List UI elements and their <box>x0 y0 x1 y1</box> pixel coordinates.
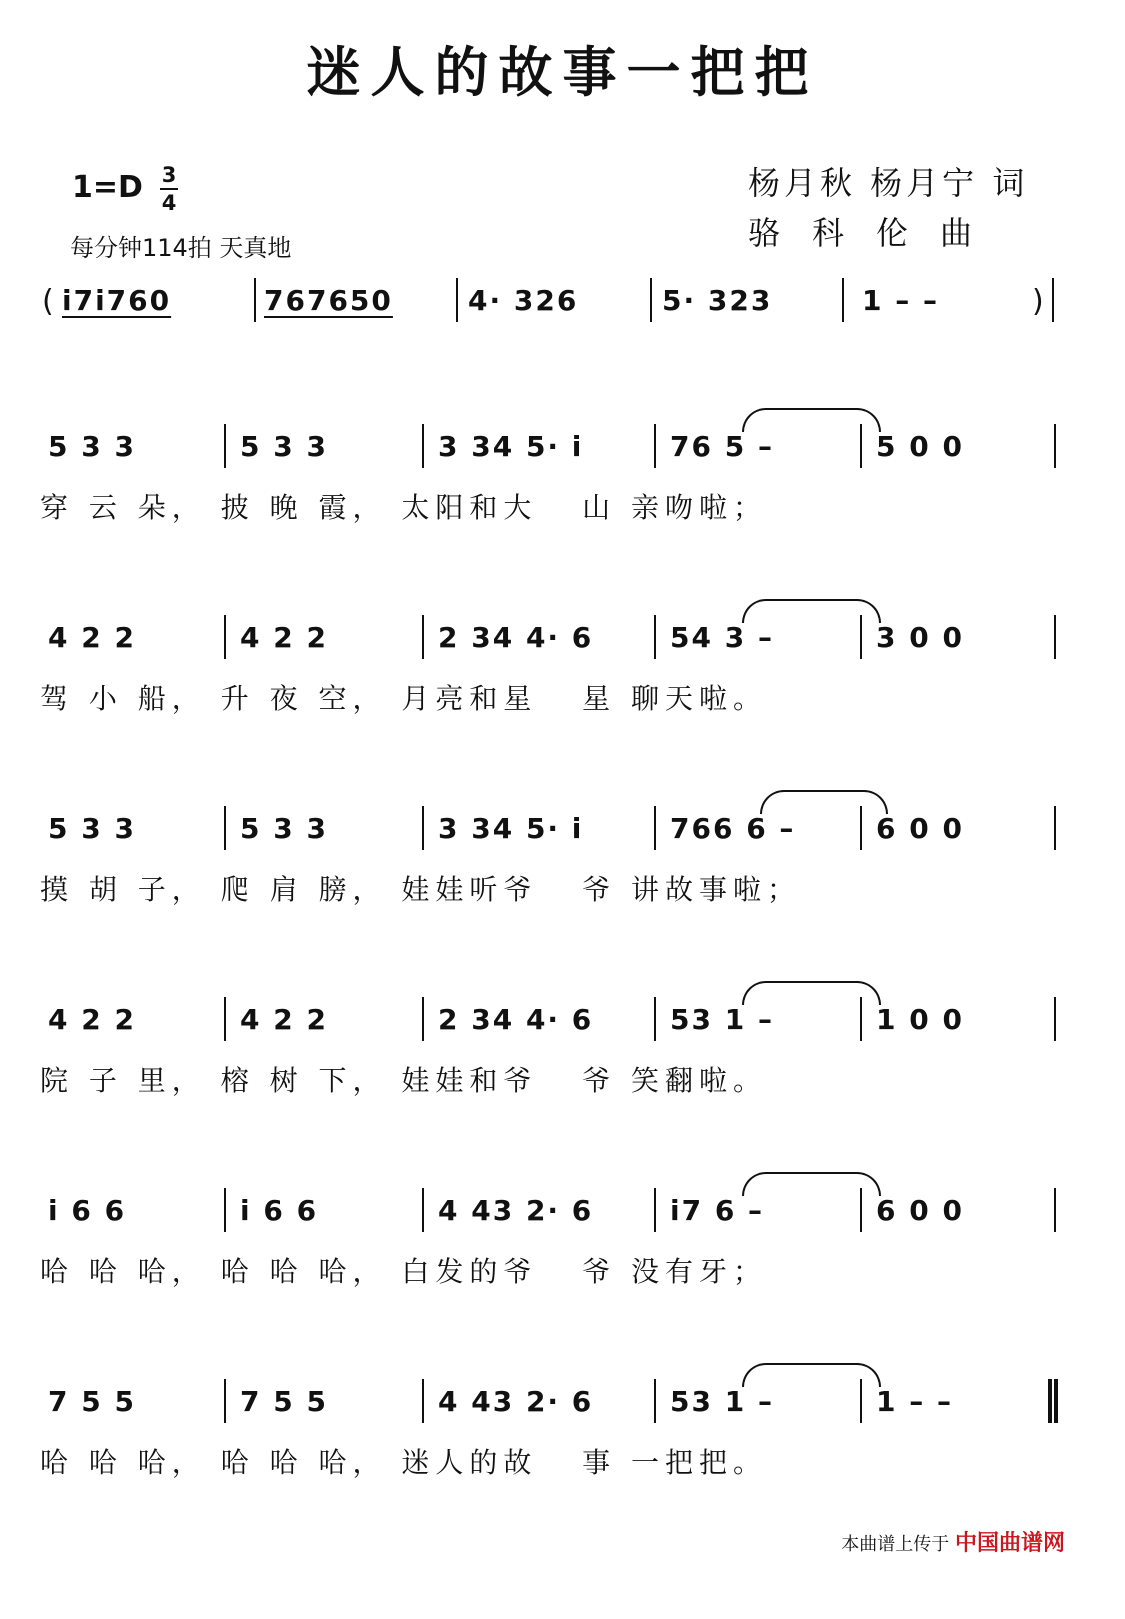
barline <box>654 1379 656 1423</box>
measure: 5 0 0 <box>876 430 964 463</box>
barline <box>654 997 656 1041</box>
footer-text: 本曲谱上传于 <box>841 1534 950 1555</box>
tie <box>760 790 888 814</box>
measure: 2 34 4· 6 <box>438 621 594 654</box>
intro-measure: 1 – – <box>862 284 939 317</box>
intro-measure: 767650 <box>264 284 393 317</box>
measure: 5 3 3 <box>240 812 328 845</box>
measure: i7 6 – <box>670 1194 765 1227</box>
site-logo: 中国曲谱网 <box>954 1531 1065 1556</box>
lyric-line: 驾 小 船， 升 夜 空， 月亮和星 星 聊天啦。 <box>40 682 768 715</box>
barline <box>224 1379 226 1423</box>
measure: i 6 6 <box>240 1194 319 1227</box>
tie <box>742 599 881 623</box>
measure: 1 – – <box>876 1385 953 1418</box>
music-line <box>42 1194 1082 1254</box>
measure: 2 34 4· 6 <box>438 1003 594 1036</box>
barline <box>1054 1188 1056 1232</box>
composer-credit: 骆科伦曲 <box>748 214 1005 252</box>
tie <box>742 1363 881 1387</box>
measure: 4 2 2 <box>240 1003 328 1036</box>
tie <box>742 981 881 1005</box>
measure: 3 34 5· i <box>438 812 584 845</box>
key-signature: 1=D <box>72 170 143 205</box>
music-line <box>42 1385 1082 1445</box>
music-line <box>42 1003 1082 1063</box>
meter-bottom: 4 <box>161 191 177 215</box>
barline <box>224 1188 226 1232</box>
barline <box>1054 424 1056 468</box>
barline <box>654 424 656 468</box>
music-line <box>42 812 1082 872</box>
tie <box>742 408 881 432</box>
score-title: 迷人的故事一把把 <box>306 40 819 104</box>
music-line <box>42 621 1082 681</box>
barline <box>1054 1379 1058 1423</box>
barline <box>1054 615 1056 659</box>
measure: 4 2 2 <box>48 1003 136 1036</box>
measure: 53 1 – <box>670 1003 774 1036</box>
barline <box>224 615 226 659</box>
barline <box>1054 806 1056 850</box>
measure: i 6 6 <box>48 1194 127 1227</box>
lyric-line: 哈 哈 哈， 哈 哈 哈， 迷人的故 事 一把把。 <box>40 1446 768 1479</box>
measure: 7 5 5 <box>240 1385 328 1418</box>
intro-measure: i7i760 <box>62 284 172 317</box>
barline <box>422 806 424 850</box>
barline <box>654 615 656 659</box>
barline <box>654 806 656 850</box>
barline <box>422 1379 424 1423</box>
measure: 1 0 0 <box>876 1003 964 1036</box>
measure: 54 3 – <box>670 621 774 654</box>
measure: 76 5 – <box>670 430 774 463</box>
barline <box>224 806 226 850</box>
measure: 5 3 3 <box>48 812 136 845</box>
lyric-line: 摸 胡 子， 爬 肩 膀， 娃娃听爷 爷 讲故事啦； <box>40 873 802 906</box>
measure: 53 1 – <box>670 1385 774 1418</box>
intro-measure: 5· 323 <box>662 284 773 317</box>
measure: 5 3 3 <box>48 430 136 463</box>
measure: 3 34 5· i <box>438 430 584 463</box>
time-signature <box>158 162 180 216</box>
barline <box>422 1188 424 1232</box>
intro-line: ( i7i760 767650 4· 326 5· 323 1 – – ) <box>42 284 1082 330</box>
measure: 766 6 – <box>670 812 796 845</box>
measure: 4 2 2 <box>240 621 328 654</box>
barline <box>1054 997 1056 1041</box>
lyric-line: 院 子 里， 榕 树 下， 娃娃和爷 爷 笑翻啦。 <box>40 1064 768 1097</box>
measure: 4 2 2 <box>48 621 136 654</box>
measure: 4 43 2· 6 <box>438 1194 594 1227</box>
measure: 6 0 0 <box>876 812 964 845</box>
barline <box>224 424 226 468</box>
barline <box>422 997 424 1041</box>
measure: 6 0 0 <box>876 1194 964 1227</box>
barline <box>654 1188 656 1232</box>
lyricist-credit: 杨月秋 杨月宁 词 <box>748 164 1029 202</box>
barline <box>224 997 226 1041</box>
measure: 4 43 2· 6 <box>438 1385 594 1418</box>
meter-top: 3 <box>161 163 177 187</box>
lyric-line: 哈 哈 哈， 哈 哈 哈， 白发的爷 爷 没有牙； <box>40 1255 768 1288</box>
barline <box>422 424 424 468</box>
measure: 7 5 5 <box>48 1385 136 1418</box>
barline <box>422 615 424 659</box>
tempo-marking: 每分钟114拍 天真地 <box>70 234 292 262</box>
source-footer <box>841 1526 1065 1557</box>
tie <box>742 1172 881 1196</box>
music-line <box>42 430 1082 490</box>
measure: 3 0 0 <box>876 621 964 654</box>
intro-measure: 4· 326 <box>468 284 579 317</box>
measure: 5 3 3 <box>240 430 328 463</box>
lyric-line: 穿 云 朵， 披 晚 霞， 太阳和大 山 亲吻啦； <box>40 491 768 524</box>
